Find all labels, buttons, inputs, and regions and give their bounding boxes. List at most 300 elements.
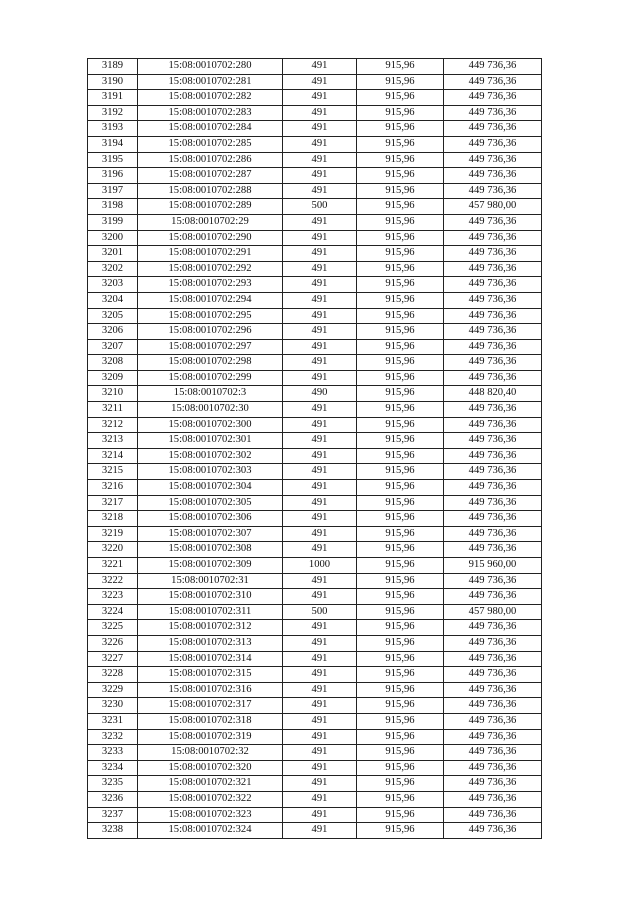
specific-value-cell: 915,96 — [357, 635, 444, 651]
cadastral-number-cell: 15:08:0010702:318 — [138, 713, 283, 729]
cadastral-value-cell: 449 736,36 — [444, 261, 542, 277]
specific-value-cell: 915,96 — [357, 292, 444, 308]
row-number-cell: 3237 — [88, 807, 138, 823]
cadastral-number-cell: 15:08:0010702:297 — [138, 339, 283, 355]
cadastral-value-cell: 449 736,36 — [444, 292, 542, 308]
cadastral-value-cell: 449 736,36 — [444, 823, 542, 839]
row-number-cell: 3208 — [88, 355, 138, 371]
specific-value-cell: 915,96 — [357, 433, 444, 449]
row-number-cell: 3221 — [88, 558, 138, 574]
area-cell: 491 — [283, 760, 357, 776]
table-row — [88, 168, 542, 184]
table-row — [88, 635, 542, 651]
area-cell: 491 — [283, 433, 357, 449]
area-cell: 491 — [283, 620, 357, 636]
area-cell: 491 — [283, 682, 357, 698]
specific-value-cell: 915,96 — [357, 620, 444, 636]
table-row — [88, 511, 542, 527]
area-cell: 491 — [283, 713, 357, 729]
table-row — [88, 74, 542, 90]
table-row — [88, 386, 542, 402]
table-row — [88, 90, 542, 106]
row-number-cell: 3192 — [88, 105, 138, 121]
area-cell: 491 — [283, 698, 357, 714]
table-row — [88, 729, 542, 745]
specific-value-cell: 915,96 — [357, 152, 444, 168]
cadastral-value-cell: 449 736,36 — [444, 230, 542, 246]
cadastral-number-cell: 15:08:0010702:303 — [138, 464, 283, 480]
area-cell: 1000 — [283, 558, 357, 574]
cadastral-value-cell: 449 736,36 — [444, 807, 542, 823]
specific-value-cell: 915,96 — [357, 760, 444, 776]
table-row — [88, 308, 542, 324]
row-number-cell: 3225 — [88, 620, 138, 636]
row-number-cell: 3198 — [88, 199, 138, 215]
row-number-cell: 3229 — [88, 682, 138, 698]
area-cell: 491 — [283, 542, 357, 558]
cadastral-number-cell: 15:08:0010702:309 — [138, 558, 283, 574]
area-cell: 491 — [283, 59, 357, 75]
cadastral-number-cell: 15:08:0010702:291 — [138, 246, 283, 262]
row-number-cell: 3210 — [88, 386, 138, 402]
specific-value-cell: 915,96 — [357, 214, 444, 230]
row-number-cell: 3236 — [88, 791, 138, 807]
area-cell: 500 — [283, 199, 357, 215]
cadastral-value-cell: 457 980,00 — [444, 199, 542, 215]
table-row — [88, 230, 542, 246]
area-cell: 491 — [283, 230, 357, 246]
area-cell: 491 — [283, 355, 357, 371]
table-row — [88, 667, 542, 683]
cadastral-value-cell: 449 736,36 — [444, 495, 542, 511]
specific-value-cell: 915,96 — [357, 589, 444, 605]
area-cell: 491 — [283, 511, 357, 527]
cadastral-number-cell: 15:08:0010702:310 — [138, 589, 283, 605]
table-row — [88, 558, 542, 574]
row-number-cell: 3190 — [88, 74, 138, 90]
area-cell: 491 — [283, 370, 357, 386]
cadastral-value-cell: 449 736,36 — [444, 448, 542, 464]
area-cell: 490 — [283, 386, 357, 402]
cadastral-number-cell: 15:08:0010702:293 — [138, 277, 283, 293]
row-number-cell: 3202 — [88, 261, 138, 277]
table-row — [88, 823, 542, 839]
row-number-cell: 3219 — [88, 526, 138, 542]
table-body — [88, 59, 542, 839]
row-number-cell: 3207 — [88, 339, 138, 355]
cadastral-value-cell: 449 736,36 — [444, 589, 542, 605]
table-row — [88, 214, 542, 230]
specific-value-cell: 915,96 — [357, 246, 444, 262]
area-cell: 491 — [283, 417, 357, 433]
cadastral-value-cell: 449 736,36 — [444, 511, 542, 527]
area-cell: 491 — [283, 214, 357, 230]
table-row — [88, 324, 542, 340]
cadastral-number-cell: 15:08:0010702:294 — [138, 292, 283, 308]
area-cell: 491 — [283, 246, 357, 262]
specific-value-cell: 915,96 — [357, 526, 444, 542]
cadastral-value-cell: 449 736,36 — [444, 308, 542, 324]
row-number-cell: 3227 — [88, 651, 138, 667]
cadastral-number-cell: 15:08:0010702:286 — [138, 152, 283, 168]
row-number-cell: 3204 — [88, 292, 138, 308]
cadastral-number-cell: 15:08:0010702:314 — [138, 651, 283, 667]
cadastral-value-cell: 449 736,36 — [444, 776, 542, 792]
cadastral-value-cell: 449 736,36 — [444, 339, 542, 355]
cadastral-value-cell: 457 980,00 — [444, 604, 542, 620]
cadastral-number-cell: 15:08:0010702:311 — [138, 604, 283, 620]
specific-value-cell: 915,96 — [357, 464, 444, 480]
row-number-cell: 3206 — [88, 324, 138, 340]
area-cell: 491 — [283, 292, 357, 308]
area-cell: 491 — [283, 402, 357, 418]
row-number-cell: 3231 — [88, 713, 138, 729]
specific-value-cell: 915,96 — [357, 807, 444, 823]
row-number-cell: 3195 — [88, 152, 138, 168]
row-number-cell: 3213 — [88, 433, 138, 449]
area-cell: 491 — [283, 261, 357, 277]
row-number-cell: 3238 — [88, 823, 138, 839]
table-row — [88, 59, 542, 75]
specific-value-cell: 915,96 — [357, 277, 444, 293]
row-number-cell: 3216 — [88, 480, 138, 496]
cadastral-value-cell: 449 736,36 — [444, 745, 542, 761]
cadastral-number-cell: 15:08:0010702:300 — [138, 417, 283, 433]
table-row — [88, 698, 542, 714]
table-row — [88, 355, 542, 371]
table-row — [88, 776, 542, 792]
row-number-cell: 3196 — [88, 168, 138, 184]
cadastral-number-cell: 15:08:0010702:299 — [138, 370, 283, 386]
cadastral-value-cell: 449 736,36 — [444, 433, 542, 449]
row-number-cell: 3209 — [88, 370, 138, 386]
table-row — [88, 292, 542, 308]
area-cell: 500 — [283, 604, 357, 620]
table-row — [88, 246, 542, 262]
area-cell: 491 — [283, 729, 357, 745]
specific-value-cell: 915,96 — [357, 698, 444, 714]
cadastral-value-cell: 449 736,36 — [444, 105, 542, 121]
row-number-cell: 3201 — [88, 246, 138, 262]
table-row — [88, 480, 542, 496]
cadastral-number-cell: 15:08:0010702:302 — [138, 448, 283, 464]
cadastral-value-cell: 449 736,36 — [444, 324, 542, 340]
area-cell: 491 — [283, 589, 357, 605]
row-number-cell: 3215 — [88, 464, 138, 480]
specific-value-cell: 915,96 — [357, 339, 444, 355]
row-number-cell: 3197 — [88, 183, 138, 199]
row-number-cell: 3203 — [88, 277, 138, 293]
table-row — [88, 105, 542, 121]
specific-value-cell: 915,96 — [357, 261, 444, 277]
specific-value-cell: 915,96 — [357, 448, 444, 464]
table-row — [88, 464, 542, 480]
cadastral-number-cell: 15:08:0010702:305 — [138, 495, 283, 511]
cadastral-number-cell: 15:08:0010702:29 — [138, 214, 283, 230]
row-number-cell: 3232 — [88, 729, 138, 745]
specific-value-cell: 915,96 — [357, 386, 444, 402]
cadastral-number-cell: 15:08:0010702:288 — [138, 183, 283, 199]
area-cell: 491 — [283, 152, 357, 168]
specific-value-cell: 915,96 — [357, 511, 444, 527]
table-row — [88, 261, 542, 277]
row-number-cell: 3212 — [88, 417, 138, 433]
table-row — [88, 651, 542, 667]
cadastral-number-cell: 15:08:0010702:31 — [138, 573, 283, 589]
area-cell: 491 — [283, 339, 357, 355]
specific-value-cell: 915,96 — [357, 682, 444, 698]
cadastral-value-cell: 449 736,36 — [444, 573, 542, 589]
cadastral-value-cell: 448 820,40 — [444, 386, 542, 402]
specific-value-cell: 915,96 — [357, 324, 444, 340]
cadastral-value-cell: 449 736,36 — [444, 667, 542, 683]
table-row — [88, 542, 542, 558]
area-cell: 491 — [283, 74, 357, 90]
row-number-cell: 3218 — [88, 511, 138, 527]
area-cell: 491 — [283, 183, 357, 199]
cadastral-value-cell: 449 736,36 — [444, 480, 542, 496]
row-number-cell: 3191 — [88, 90, 138, 106]
cadastral-number-cell: 15:08:0010702:313 — [138, 635, 283, 651]
area-cell: 491 — [283, 480, 357, 496]
table-row — [88, 183, 542, 199]
cadastral-number-cell: 15:08:0010702:312 — [138, 620, 283, 636]
cadastral-value-cell: 449 736,36 — [444, 121, 542, 137]
row-number-cell: 3217 — [88, 495, 138, 511]
cadastral-number-cell: 15:08:0010702:306 — [138, 511, 283, 527]
area-cell: 491 — [283, 776, 357, 792]
table-row — [88, 526, 542, 542]
cadastral-value-cell: 449 736,36 — [444, 74, 542, 90]
specific-value-cell: 915,96 — [357, 199, 444, 215]
row-number-cell: 3214 — [88, 448, 138, 464]
specific-value-cell: 915,96 — [357, 745, 444, 761]
specific-value-cell: 915,96 — [357, 136, 444, 152]
table-row — [88, 573, 542, 589]
specific-value-cell: 915,96 — [357, 121, 444, 137]
cadastral-value-cell: 449 736,36 — [444, 417, 542, 433]
row-number-cell: 3223 — [88, 589, 138, 605]
cadastral-value-cell: 449 736,36 — [444, 214, 542, 230]
cadastral-number-cell: 15:08:0010702:298 — [138, 355, 283, 371]
specific-value-cell: 915,96 — [357, 667, 444, 683]
row-number-cell: 3226 — [88, 635, 138, 651]
row-number-cell: 3230 — [88, 698, 138, 714]
cadastral-number-cell: 15:08:0010702:290 — [138, 230, 283, 246]
cadastral-number-cell: 15:08:0010702:308 — [138, 542, 283, 558]
table-row — [88, 589, 542, 605]
cadastral-number-cell: 15:08:0010702:319 — [138, 729, 283, 745]
area-cell: 491 — [283, 324, 357, 340]
cadastral-value-cell: 449 736,36 — [444, 635, 542, 651]
specific-value-cell: 915,96 — [357, 558, 444, 574]
cadastral-number-cell: 15:08:0010702:322 — [138, 791, 283, 807]
cadastral-value-cell: 449 736,36 — [444, 698, 542, 714]
cadastral-number-cell: 15:08:0010702:285 — [138, 136, 283, 152]
row-number-cell: 3233 — [88, 745, 138, 761]
cadastral-value-cell: 449 736,36 — [444, 402, 542, 418]
cadastral-number-cell: 15:08:0010702:323 — [138, 807, 283, 823]
table-row — [88, 152, 542, 168]
table-row — [88, 745, 542, 761]
specific-value-cell: 915,96 — [357, 402, 444, 418]
cadastral-value-cell: 449 736,36 — [444, 620, 542, 636]
cadastral-value-cell: 449 736,36 — [444, 277, 542, 293]
table-row — [88, 417, 542, 433]
row-number-cell: 3228 — [88, 667, 138, 683]
cadastral-number-cell: 15:08:0010702:282 — [138, 90, 283, 106]
specific-value-cell: 915,96 — [357, 480, 444, 496]
area-cell: 491 — [283, 464, 357, 480]
area-cell: 491 — [283, 651, 357, 667]
cadastral-value-cell: 449 736,36 — [444, 355, 542, 371]
specific-value-cell: 915,96 — [357, 729, 444, 745]
cadastral-number-cell: 15:08:0010702:296 — [138, 324, 283, 340]
cadastral-value-cell: 449 736,36 — [444, 526, 542, 542]
cadastral-number-cell: 15:08:0010702:280 — [138, 59, 283, 75]
cadastral-value-cell: 449 736,36 — [444, 152, 542, 168]
area-cell: 491 — [283, 823, 357, 839]
table-row — [88, 433, 542, 449]
cadastral-value-cell: 449 736,36 — [444, 651, 542, 667]
area-cell: 491 — [283, 121, 357, 137]
specific-value-cell: 915,96 — [357, 573, 444, 589]
specific-value-cell: 915,96 — [357, 823, 444, 839]
cadastral-value-cell: 449 736,36 — [444, 59, 542, 75]
area-cell: 491 — [283, 791, 357, 807]
row-number-cell: 3222 — [88, 573, 138, 589]
table-row — [88, 339, 542, 355]
cadastral-number-cell: 15:08:0010702:283 — [138, 105, 283, 121]
specific-value-cell: 915,96 — [357, 74, 444, 90]
specific-value-cell: 915,96 — [357, 355, 444, 371]
table-row — [88, 370, 542, 386]
row-number-cell: 3220 — [88, 542, 138, 558]
area-cell: 491 — [283, 807, 357, 823]
specific-value-cell: 915,96 — [357, 168, 444, 184]
area-cell: 491 — [283, 90, 357, 106]
row-number-cell: 3189 — [88, 59, 138, 75]
table-row — [88, 121, 542, 137]
table-row — [88, 713, 542, 729]
row-number-cell: 3205 — [88, 308, 138, 324]
cadastral-number-cell: 15:08:0010702:30 — [138, 402, 283, 418]
cadastral-number-cell: 15:08:0010702:301 — [138, 433, 283, 449]
area-cell: 491 — [283, 136, 357, 152]
cadastral-number-cell: 15:08:0010702:292 — [138, 261, 283, 277]
cadastral-number-cell: 15:08:0010702:307 — [138, 526, 283, 542]
row-number-cell: 3224 — [88, 604, 138, 620]
specific-value-cell: 915,96 — [357, 776, 444, 792]
area-cell: 491 — [283, 277, 357, 293]
table-row — [88, 791, 542, 807]
specific-value-cell: 915,96 — [357, 90, 444, 106]
table-row — [88, 604, 542, 620]
table-row — [88, 495, 542, 511]
cadastral-number-cell: 15:08:0010702:320 — [138, 760, 283, 776]
area-cell: 491 — [283, 635, 357, 651]
cadastral-number-cell: 15:08:0010702:289 — [138, 199, 283, 215]
specific-value-cell: 915,96 — [357, 59, 444, 75]
specific-value-cell: 915,96 — [357, 370, 444, 386]
specific-value-cell: 915,96 — [357, 791, 444, 807]
table-row — [88, 277, 542, 293]
cadastral-number-cell: 15:08:0010702:315 — [138, 667, 283, 683]
cadastral-number-cell: 15:08:0010702:321 — [138, 776, 283, 792]
specific-value-cell: 915,96 — [357, 542, 444, 558]
cadastral-number-cell: 15:08:0010702:32 — [138, 745, 283, 761]
cadastral-number-cell: 15:08:0010702:284 — [138, 121, 283, 137]
cadastral-number-cell: 15:08:0010702:304 — [138, 480, 283, 496]
area-cell: 491 — [283, 745, 357, 761]
cadastral-value-cell: 449 736,36 — [444, 168, 542, 184]
cadastral-value-cell: 449 736,36 — [444, 713, 542, 729]
cadastral-value-cell: 449 736,36 — [444, 246, 542, 262]
cadastral-value-cell: 449 736,36 — [444, 136, 542, 152]
area-cell: 491 — [283, 495, 357, 511]
table-row — [88, 807, 542, 823]
cadastral-value-cell: 449 736,36 — [444, 464, 542, 480]
area-cell: 491 — [283, 308, 357, 324]
cadastral-value-cell: 449 736,36 — [444, 90, 542, 106]
specific-value-cell: 915,96 — [357, 713, 444, 729]
area-cell: 491 — [283, 448, 357, 464]
cadastral-value-cell: 449 736,36 — [444, 370, 542, 386]
cadastral-number-cell: 15:08:0010702:295 — [138, 308, 283, 324]
row-number-cell: 3235 — [88, 776, 138, 792]
cadastral-number-cell: 15:08:0010702:324 — [138, 823, 283, 839]
cadastral-value-cell: 449 736,36 — [444, 682, 542, 698]
cadastral-value-table — [87, 58, 542, 839]
table-row — [88, 682, 542, 698]
cadastral-value-cell: 449 736,36 — [444, 183, 542, 199]
table-row — [88, 199, 542, 215]
cadastral-number-cell: 15:08:0010702:281 — [138, 74, 283, 90]
area-cell: 491 — [283, 168, 357, 184]
cadastral-number-cell: 15:08:0010702:317 — [138, 698, 283, 714]
specific-value-cell: 915,96 — [357, 230, 444, 246]
table-row — [88, 402, 542, 418]
specific-value-cell: 915,96 — [357, 183, 444, 199]
area-cell: 491 — [283, 526, 357, 542]
specific-value-cell: 915,96 — [357, 651, 444, 667]
table-row — [88, 448, 542, 464]
area-cell: 491 — [283, 573, 357, 589]
row-number-cell: 3234 — [88, 760, 138, 776]
table-row — [88, 136, 542, 152]
cadastral-number-cell: 15:08:0010702:3 — [138, 386, 283, 402]
cadastral-value-cell: 449 736,36 — [444, 791, 542, 807]
cadastral-value-cell: 449 736,36 — [444, 760, 542, 776]
row-number-cell: 3193 — [88, 121, 138, 137]
specific-value-cell: 915,96 — [357, 308, 444, 324]
cadastral-value-cell: 915 960,00 — [444, 558, 542, 574]
area-cell: 491 — [283, 105, 357, 121]
row-number-cell: 3200 — [88, 230, 138, 246]
document-page — [87, 58, 541, 839]
specific-value-cell: 915,96 — [357, 417, 444, 433]
table-row — [88, 760, 542, 776]
area-cell: 491 — [283, 667, 357, 683]
cadastral-value-cell: 449 736,36 — [444, 729, 542, 745]
specific-value-cell: 915,96 — [357, 604, 444, 620]
cadastral-number-cell: 15:08:0010702:316 — [138, 682, 283, 698]
specific-value-cell: 915,96 — [357, 495, 444, 511]
specific-value-cell: 915,96 — [357, 105, 444, 121]
row-number-cell: 3199 — [88, 214, 138, 230]
cadastral-value-cell: 449 736,36 — [444, 542, 542, 558]
row-number-cell: 3211 — [88, 402, 138, 418]
